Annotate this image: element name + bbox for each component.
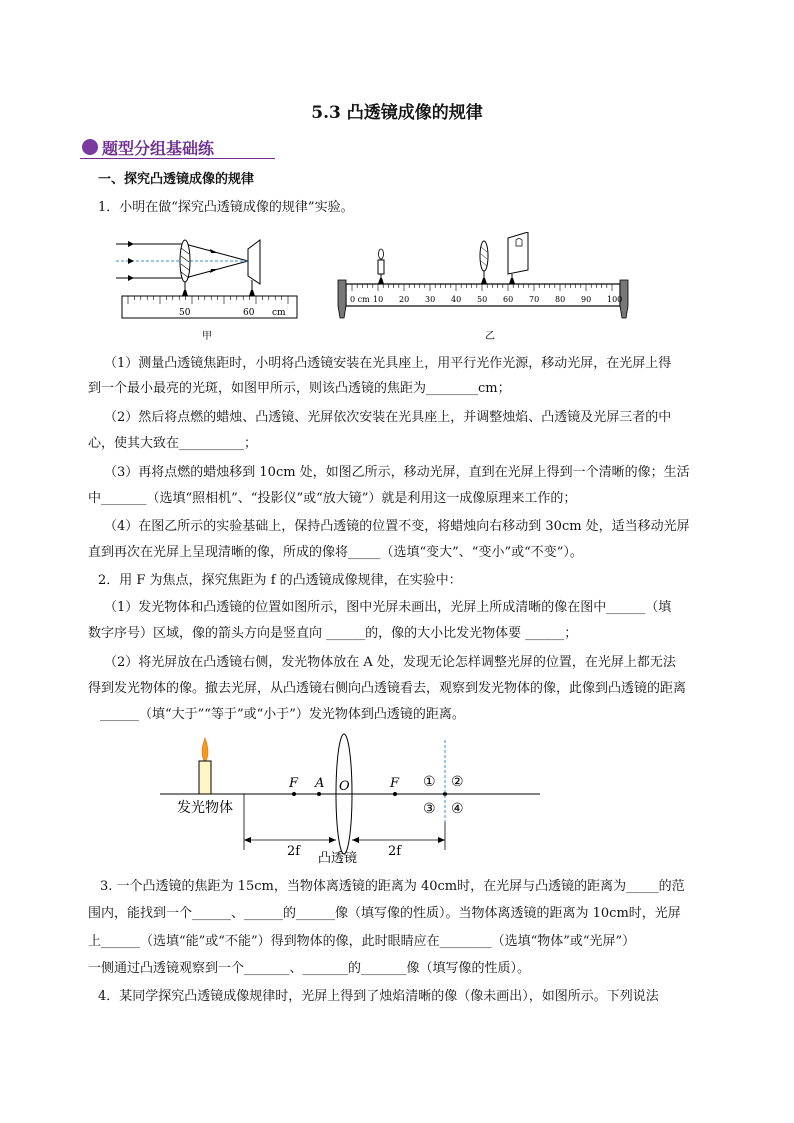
svg-text:④: ④ [451,801,464,817]
lens-label: 凸透镜 [318,851,358,866]
q3-line2: 围内，能找到一个______、______的______像（填写像的性质）。当物体离透镜的距离为 10cm时，光屏 [88,906,681,921]
q2-part1-line1: （1）发光物体和凸透镜的位置如图所示，图中光屏未画出，光屏上所成清晰的像在图中______（填 [104,600,672,615]
q3-line1: 3. 一个凸透镜的焦距为 15cm，当物体离透镜的距离为 40cm时，在光屏与凸透镜的距离为_____的范 [100,879,685,894]
ruler-label: 30 [425,295,436,304]
svg-text:②: ② [451,774,464,790]
ruler-label: 80 [555,295,566,304]
candle [378,260,384,274]
svg-text:①: ① [423,774,436,790]
ruler-label: 0 cm [350,295,370,304]
svg-text:2f: 2f [388,844,402,859]
q2-part2-line2: 得到发光物体的像。撤去光屏，从凸透镜右侧向凸透镜看去，观察到发光物体的像，此像到凸透镜的距离 [88,681,687,696]
q2-intro: 2．用 F 为焦点，探究焦距为 f 的凸透镜成像规律，在实验中： [98,573,462,588]
ruler-label: 20 [399,295,410,304]
ruler [122,296,297,318]
q1-part3-line1: （3）再将点燃的蜡烛移到 10cm 处，如图乙所示，移动光屏，直到在光屏上得到一个清晰的像；生活 [104,465,690,480]
section-title: 题型分组基础练 [102,139,215,158]
svg-text:③: ③ [423,801,436,817]
section-underline [80,158,275,159]
svg-text:60: 60 [243,308,255,318]
q3-line4: 一侧通过凸透镜观察到一个_______、_______的_______像（填写像的性质）。 [88,961,531,976]
svg-text:O: O [339,779,350,794]
q1-intro: 1．小明在做“探究凸透镜成像的规律”实验。 [98,200,354,215]
q1-part1-line2: 到一个最小最亮的光斑，如图甲所示，则该凸透镜的焦距为________cm； [88,381,511,396]
screen [248,240,260,284]
section-header [80,136,275,160]
figure-yi-label: 乙 [485,331,495,342]
q1-part3-line2: 中_______（选填“照相机”、“投影仪”或“放大镜”）就是利用这一成像原理来工作的； [88,491,577,506]
svg-text:50: 50 [179,308,191,318]
ruler-label: 10 [373,295,384,304]
svg-text:F: F [390,776,400,791]
q1-part1-line1: （1）测量凸透镜焦距时，小明将凸透镜安装在光具座上，用平行光作光源，移动光屏，在光屏上得 [104,356,672,371]
ruler-label: 40 [451,295,462,304]
q3-line3: 上______（选填“能”或“不能”）得到物体的像，此时眼睛应在________（选填“物体”或“光屏”） [88,934,636,949]
q2-part1-line2: 数字序号）区域，像的箭头方向是竖直向 ______的，像的大小比发光物体要 ______； [88,626,578,641]
object-label: 发光物体 [177,800,233,816]
ruler-label: 70 [529,295,540,304]
q1-part2-line2: 心，使其大致在__________； [88,436,258,451]
candle-body [199,761,211,794]
lens [180,240,190,282]
q1-part2-line1: （2）然后将点燃的蜡烛、凸透镜、光屏依次安装在光具座上，并调整烛焰、凸透镜及光屏三者的中 [104,410,672,425]
ruler-label: 50 [477,295,488,304]
candle-flame [202,738,208,762]
svg-text:F: F [289,776,299,791]
figure-jia-label: 甲 [202,331,212,342]
page-title: 5.3 凸透镜成像的规律 [311,103,483,123]
q1-part4-line1: （4）在图乙所示的实验基础上，保持凸透镜的位置不变，将蜡烛向右移动到 30cm 处，适当移动光屏 [104,519,690,534]
bullet-icon [82,139,98,155]
q1-part4-line2: 直到再次在光屏上呈现清晰的像，所成的像将_____（选填“变大”、“变小”或“不变”）。 [88,545,583,560]
lens-yi [480,241,488,271]
figure-yi [330,232,635,344]
figure-q2 [150,732,550,868]
q4-line1: 4．某同学探究凸透镜成像规律时，光屏上得到了烛焰清晰的像（像未画出），如图所示。下列说法 [98,989,659,1004]
svg-text:2f: 2f [287,844,301,859]
q2-part2-line1: （2）将光屏放在凸透镜右侧，发光物体放在 A 处，发现无论怎样调整光屏的位置，在光屏上都无法 [104,655,676,670]
ruler-label: 60 [503,295,514,304]
figure-jia [110,232,300,344]
svg-text:A: A [315,776,325,791]
q2-part2-line3: ______（填“大于”“等于”或“小于”）发光物体到凸透镜的距离。 [100,707,465,722]
svg-text:cm: cm [272,308,286,318]
ruler-label: 90 [581,295,592,304]
ruler-label: 100 [607,295,623,304]
subsection-title: 一、探究凸透镜成像的规律 [98,172,255,187]
